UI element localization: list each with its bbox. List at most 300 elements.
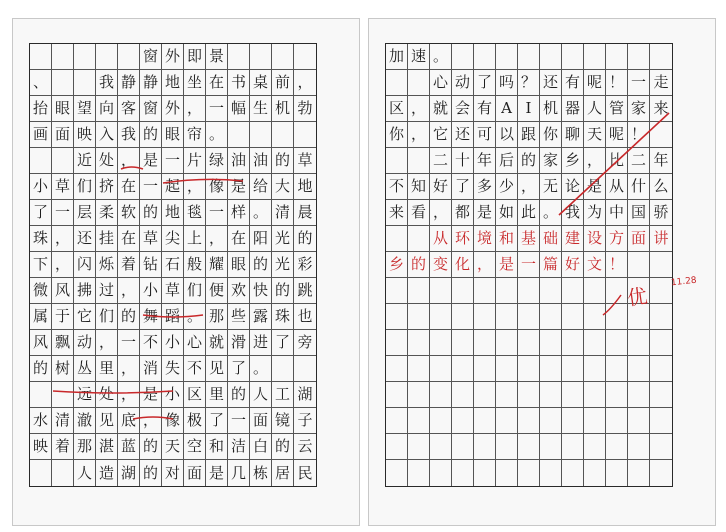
grid-cell: 国 [628,200,650,226]
grid-cell [628,434,650,460]
grid-cell: 聊 [562,122,584,148]
grid-cell: 的 [272,434,294,460]
grid-cell: 跟 [518,122,540,148]
grid-cell [430,408,452,434]
grid-cell: 的 [140,434,162,460]
grid-cell [540,434,562,460]
grid-cell: 了 [272,330,294,356]
grid-cell [584,382,606,408]
grid-cell [118,44,140,70]
grid-cell: 少 [496,174,518,200]
grid-cell: 面 [628,226,650,252]
grid-cell: 是 [140,148,162,174]
grid-cell [562,460,584,486]
grid-cell [52,70,74,96]
grid-cell: 基 [518,226,540,252]
grid-cell: 抬 [30,96,52,122]
grid-cell [408,356,430,382]
grid-cell: 小 [162,330,184,356]
grid-cell [452,278,474,304]
grid-cell [408,226,430,252]
grid-cell [562,434,584,460]
grid-cell: 乡 [386,252,408,278]
grid-cell [430,460,452,486]
grid-cell: 彩 [294,252,316,278]
grid-cell: 你 [540,122,562,148]
grid-cell: 烁 [96,252,118,278]
grid-cell: 从 [430,226,452,252]
grid-cell [474,460,496,486]
grid-cell [584,330,606,356]
grid-cell: 望 [74,96,96,122]
grid-cell: ， [408,96,430,122]
grid-cell: 不 [140,330,162,356]
grid-cell: 那 [74,434,96,460]
grid-cell: 一 [628,70,650,96]
grid-cell: 的 [294,226,316,252]
grid-cell: 大 [272,174,294,200]
grid-cell: 小 [162,382,184,408]
grid-cell: 滑 [228,330,250,356]
grid-cell [386,226,408,252]
grid-cell [74,44,96,70]
grid-cell: 般 [184,252,206,278]
grid-cell [452,434,474,460]
grid-cell [584,44,606,70]
grid-cell: 的 [272,278,294,304]
grid-cell: ， [52,226,74,252]
grid-cell: 、 [30,70,52,96]
grid-cell: 我 [118,122,140,148]
grid-cell: 底 [118,408,140,434]
grid-cell: ， [430,200,452,226]
grid-cell [584,408,606,434]
grid-cell: 里 [96,356,118,382]
grid-cell: 环 [452,226,474,252]
grid-cell: 书 [228,70,250,96]
grid-cell: 机 [540,96,562,122]
grid-cell: 帘 [184,122,206,148]
grid-cell: 柔 [96,200,118,226]
grid-cell [518,408,540,434]
grid-cell: ， [184,174,206,200]
grid-cell: 不 [184,356,206,382]
grid-cell: ， [118,356,140,382]
grid-cell [386,148,408,174]
grid-cell [518,434,540,460]
grid-cell: 于 [52,304,74,330]
grid-cell [452,460,474,486]
grid-cell: 是 [496,252,518,278]
grid-cell [294,356,316,382]
grid-cell [496,382,518,408]
left-essay-page [12,18,360,526]
grid-cell: 乡 [562,148,584,174]
grid-cell: 石 [162,252,184,278]
grid-cell [228,44,250,70]
grid-cell: 的 [140,460,162,486]
grid-cell: 白 [250,434,272,460]
grid-cell [562,330,584,356]
grid-cell: 片 [184,148,206,174]
grid-cell: 像 [206,174,228,200]
grid-cell: 窗 [140,96,162,122]
grid-cell: ， [96,330,118,356]
grid-cell: 区 [184,382,206,408]
grid-cell: 客 [118,96,140,122]
grid-cell [606,330,628,356]
grid-cell [496,356,518,382]
grid-cell [540,44,562,70]
grid-cell: 挂 [96,226,118,252]
grid-cell: 耀 [206,252,228,278]
grid-cell [628,330,650,356]
grid-cell: ， [52,252,74,278]
grid-cell: 的 [250,252,272,278]
grid-cell: 。 [184,304,206,330]
grid-cell: 器 [562,96,584,122]
grid-cell: 以 [496,122,518,148]
grid-cell: 和 [206,434,228,460]
grid-cell [606,304,628,330]
grid-cell: 好 [430,174,452,200]
grid-cell: 论 [562,174,584,200]
grid-cell: 我 [96,70,118,96]
grid-cell: 窗 [140,44,162,70]
grid-cell: 人 [74,460,96,486]
grid-cell [496,44,518,70]
grid-cell: 一 [118,330,140,356]
grid-cell: 一 [52,200,74,226]
grid-cell [386,356,408,382]
grid-cell: 变 [430,252,452,278]
grid-cell [496,278,518,304]
grid-cell: 民 [297,463,313,482]
grid-cell [408,278,430,304]
grid-cell: 下 [30,252,52,278]
grid-cell: 处 [96,148,118,174]
grid-cell [650,382,672,408]
grid-cell [628,460,650,486]
grid-cell: 十 [452,148,474,174]
grid-cell [272,44,294,70]
grid-cell [650,460,672,486]
grid-cell: 见 [96,408,118,434]
grid-cell: 树 [52,356,74,382]
grid-cell [272,122,294,148]
grid-cell: 一 [518,252,540,278]
grid-cell: 么 [650,174,672,200]
grid-cell: 样 [228,200,250,226]
grid-cell: 映 [30,434,52,460]
right-essay-page [368,18,716,526]
grid-cell: 人 [250,382,272,408]
grid-cell: 们 [96,304,118,330]
grid-cell [650,434,672,460]
grid-cell [650,252,672,278]
grid-cell: 呢 [606,122,628,148]
grid-cell [584,356,606,382]
grid-cell: 湛 [96,434,118,460]
grid-cell [386,460,408,486]
grid-cell: 湖 [118,460,140,486]
grid-cell: 对 [162,460,184,486]
grid-cell: 飘 [52,330,74,356]
grid-cell [408,434,430,460]
grid-cell [496,408,518,434]
grid-cell: 一 [206,96,228,122]
grid-cell [30,460,52,486]
grid-cell: 的 [272,148,294,174]
grid-cell: 了 [30,200,52,226]
grid-cell: ， [518,174,540,200]
grid-cell: 你 [386,122,408,148]
grid-cell [452,382,474,408]
grid-cell: 什 [628,174,650,200]
grid-cell [628,382,650,408]
grid-cell: 天 [584,122,606,148]
grid-cell: 油 [228,148,250,174]
grid-cell: 。 [250,356,272,382]
grid-cell: 欢 [228,278,250,304]
grid-cell [628,408,650,434]
grid-cell: ， [118,148,140,174]
grid-cell: 区 [386,96,408,122]
grid-cell [228,122,250,148]
grid-cell [496,330,518,356]
grid-cell [474,278,496,304]
grid-cell: 见 [206,356,228,382]
grid-cell [474,304,496,330]
grid-cell: 草 [52,174,74,200]
grid-cell: ， [408,122,430,148]
grid-cell: 草 [294,148,316,174]
grid-cell: 空 [184,434,206,460]
grid-cell: 油 [250,148,272,174]
grid-cell: 后 [496,148,518,174]
grid-cell: 我 [562,200,584,226]
grid-cell [518,44,540,70]
grid-cell [474,382,496,408]
grid-cell: 多 [474,174,496,200]
grid-cell [496,460,518,486]
grid-cell: 是 [206,460,228,486]
grid-cell: 眼 [52,96,74,122]
grid-cell [74,70,96,96]
grid-cell: 年 [474,148,496,174]
grid-cell [430,278,452,304]
grid-cell: 舞 [140,304,162,330]
grid-cell: ？ [518,70,540,96]
grid-cell [650,408,672,434]
grid-cell: 眼 [228,252,250,278]
grid-cell [408,148,430,174]
grid-cell: 好 [562,252,584,278]
grid-cell: 珠 [272,304,294,330]
grid-cell: 湖 [294,382,316,408]
grid-cell: 风 [52,278,74,304]
grid-cell: 篇 [540,252,562,278]
grid-cell: 面 [184,460,206,486]
grid-cell [30,148,52,174]
grid-cell: 景 [206,44,228,70]
grid-cell [606,434,628,460]
grid-cell: 是 [584,174,606,200]
grid-cell: 幅 [228,96,250,122]
grid-cell: 眼 [162,122,184,148]
grid-cell: 像 [162,408,184,434]
grid-cell [518,382,540,408]
grid-cell: 消 [140,356,162,382]
grid-cell: 们 [74,174,96,200]
grid-cell: I [518,96,540,122]
grid-cell: 中 [606,200,628,226]
grid-cell [562,44,584,70]
grid-cell: 前 [272,70,294,96]
grid-cell [294,44,316,70]
grid-cell [540,330,562,356]
grid-cell [584,304,606,330]
grid-cell [518,304,540,330]
grid-cell: 从 [606,174,628,200]
grid-cell: 远 [74,382,96,408]
grid-cell: 向 [96,96,118,122]
grid-cell: 坐 [184,70,206,96]
grid-cell: 呢 [584,70,606,96]
grid-cell [650,44,672,70]
grid-cell [430,434,452,460]
grid-cell: 来 [650,96,672,122]
grid-cell: 是 [228,174,250,200]
grid-cell [386,278,408,304]
grid-cell: 地 [162,200,184,226]
grid-cell [408,408,430,434]
grid-cell: 有 [474,96,496,122]
grid-cell: 化 [452,252,474,278]
grid-cell: 一 [140,174,162,200]
grid-cell: 生 [250,96,272,122]
grid-cell: 那 [206,304,228,330]
grid-cell [496,304,518,330]
grid-cell: 旁 [294,330,316,356]
grid-cell [474,330,496,356]
grid-cell: 云 [294,434,316,460]
grid-cell [650,122,672,148]
grid-cell: 比 [606,148,628,174]
grid-cell: 小 [30,174,52,200]
grid-cell [30,382,52,408]
grid-cell: 走 [650,70,672,96]
grid-cell [386,408,408,434]
grid-cell: 映 [74,122,96,148]
grid-cell: 挤 [96,174,118,200]
grid-cell: 了 [228,356,250,382]
grid-cell [452,44,474,70]
grid-cell: 心 [184,330,206,356]
grid-cell [408,304,430,330]
grid-cell: 静 [140,70,162,96]
grid-cell: 在 [118,226,140,252]
grid-cell [386,304,408,330]
grid-cell [452,304,474,330]
grid-cell: ， [118,278,140,304]
grid-cell: 蓝 [118,434,140,460]
grid-cell [250,122,272,148]
grid-cell [430,356,452,382]
grid-cell [474,408,496,434]
grid-cell: 无 [540,174,562,200]
grid-cell: 拂 [74,278,96,304]
grid-cell: 工 [272,382,294,408]
grid-cell: 处 [96,382,118,408]
grid-cell: 心 [430,70,452,96]
grid-cell: 在 [118,174,140,200]
grid-cell: 此 [518,200,540,226]
grid-cell [606,460,628,486]
grid-cell: 微 [30,278,52,304]
grid-cell: 澈 [74,408,96,434]
grid-cell [650,278,672,304]
grid-cell: ， [184,96,206,122]
grid-cell: 讲 [650,226,672,252]
grid-cell: 是 [140,382,162,408]
grid-cell: 境 [474,226,496,252]
grid-cell [540,460,562,486]
grid-cell: 家 [540,148,562,174]
grid-cell [628,356,650,382]
grid-cell: 便 [206,278,228,304]
grid-cell: 珠 [30,226,52,252]
grid-cell: 在 [206,70,228,96]
grid-cell: 了 [474,70,496,96]
grid-cell: 近 [74,148,96,174]
grid-cell: 骄 [650,200,672,226]
grid-cell: 在 [228,226,250,252]
grid-cell [474,44,496,70]
grid-cell [430,304,452,330]
grid-cell: 人 [584,96,606,122]
grid-cell: 家 [628,96,650,122]
grid-cell: 极 [184,408,206,434]
left-writing-grid [29,43,317,487]
grid-cell [386,70,408,96]
grid-cell: 动 [452,70,474,96]
grade-mark: 优 [625,283,649,311]
grid-cell: 来 [386,200,408,226]
grid-cell: ， [584,148,606,174]
grid-cell: 天 [162,434,184,460]
grid-cell: 草 [162,278,184,304]
grid-cell: 钻 [140,252,162,278]
grid-cell: 知 [408,174,430,200]
grid-cell: 洁 [228,434,250,460]
grid-cell [518,278,540,304]
grid-cell [96,44,118,70]
grid-cell [584,434,606,460]
grid-cell: 地 [294,174,316,200]
grid-cell: 即 [184,44,206,70]
grid-cell: 可 [474,122,496,148]
grid-cell: 属 [30,304,52,330]
grid-cell: 进 [250,330,272,356]
grid-cell [52,460,74,486]
grid-cell [606,44,628,70]
grid-cell: 的 [518,148,540,174]
grid-cell: 速 [408,44,430,70]
grid-cell: 起 [162,174,184,200]
grid-cell [540,278,562,304]
grid-cell [540,304,562,330]
